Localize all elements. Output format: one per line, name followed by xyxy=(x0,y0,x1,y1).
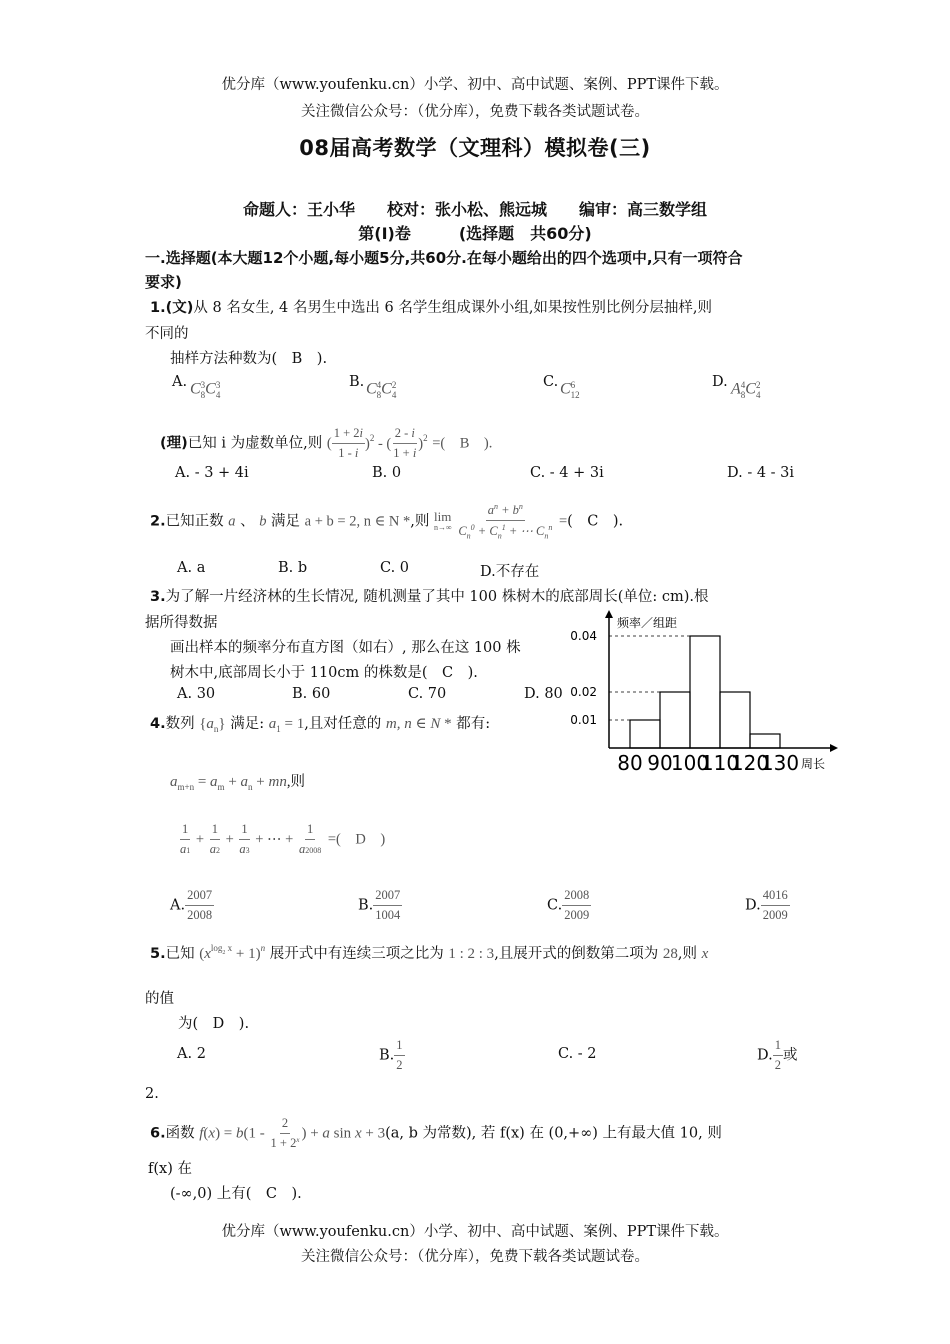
q4-option-a: A. $\frac{2007}{2008}$ xyxy=(170,888,213,922)
question-answer: =( B ). xyxy=(432,435,493,452)
credits: 命题人：王小华 校对：张小松、熊远城 编审：高三数学组 xyxy=(242,200,707,219)
q1-option-c: C. xyxy=(543,374,559,390)
q1li-option-b: B. 0 xyxy=(372,465,402,481)
question-1-line2: 不同的 xyxy=(145,326,189,342)
question-1-line3: 抽样方法种数为( B ). xyxy=(170,351,328,367)
question-number: 4. xyxy=(150,716,166,732)
q3-option-d: D. 80 xyxy=(524,686,563,702)
question-3-line3: 画出样本的频率分布直方图（如右）, 那么在这 100 株 xyxy=(170,640,521,656)
q5-option-a: A. 2 xyxy=(177,1046,206,1062)
q5-option-d: D. $\frac{1}{2}$ 或 xyxy=(757,1038,798,1072)
y-tick-label: 0.01 xyxy=(570,713,597,727)
x-tick-label: 100 xyxy=(670,751,710,775)
q2-option-d: D.不存在 xyxy=(480,564,540,580)
question-number: 3. xyxy=(150,589,166,605)
histogram-bar-80-90 xyxy=(630,720,660,748)
question-number: 5. xyxy=(150,946,166,962)
question-answer: ( C ). xyxy=(567,513,624,530)
exam-title: 08届高考数学（文理科）模拟卷(三) xyxy=(299,136,651,160)
question-4-sum: $\frac{1}{a1}$ + $\frac{1}{a2}$ + $\frac{1}{a3}$ + ⋯ + $\frac{1}{a2008}$ =( D ) xyxy=(180,822,386,856)
section-heading-cont: 要求) xyxy=(145,273,182,291)
question-4-line1: 4.数列 $\{a_n\}$ 满足: $a_1 = 1$,且对任意的 m, n ∈ N * 都有: xyxy=(150,716,491,734)
y-tick-label: 0.04 xyxy=(570,629,597,643)
q2-option-a: A. a xyxy=(177,560,206,576)
q2-option-c: C. 0 xyxy=(380,560,410,576)
x-tick-label: 90 xyxy=(647,751,673,775)
question-number: 1. xyxy=(150,300,166,316)
q4-option-d: D. $\frac{4016}{2009}$ xyxy=(745,888,788,922)
question-1-line1 xyxy=(150,296,712,317)
x-tick-label: 110 xyxy=(700,751,740,775)
q1-option-b-expr: C 4 8 C 2 4 xyxy=(366,380,397,400)
histogram-bar-100-110 xyxy=(690,636,720,748)
q1-option-a: A. xyxy=(172,374,188,390)
question-tag: (文) xyxy=(165,300,194,316)
question-2: 2.已知正数 a 、 b 满足 a + b = 2, n ∈ N *,则 lim n→∞ $\frac{a^n + b^n}{C_n^0 + C_n^1 + \cdots C_n^n}$ =( C ). xyxy=(150,502,624,541)
question-6-line2: f(x) 在 xyxy=(148,1161,192,1177)
q1li-option-a: A. - 3 + 4i xyxy=(175,465,249,481)
page-header-line1: 优分库（www.youfenku.cn）小学、初中、高中试题、案例、PPT课件下载。 xyxy=(221,77,729,93)
q3-option-a: A. 30 xyxy=(177,686,216,702)
q1-option-d: D. xyxy=(712,374,728,390)
histogram-bar-120-130 xyxy=(750,734,780,748)
question-3-line1: 3.为了解一片经济林的生长情况, 随机测量了其中 100 株树木的底部周长(单位: cm).根 xyxy=(150,589,709,605)
q1li-option-c: C. - 4 + 3i xyxy=(530,465,604,481)
q1-option-a-expr: C 3 8 C 3 4 xyxy=(190,380,221,400)
question-5-tail: 2. xyxy=(145,1086,159,1102)
y-axis-label: 频率／组距 xyxy=(617,616,678,630)
histogram-bar-110-120 xyxy=(720,692,750,748)
histogram-bar-90-100 xyxy=(660,692,690,748)
question-3-line2: 据所得数据 xyxy=(145,615,218,631)
part-heading: 第(Ⅰ)卷 (选择题 共60分) xyxy=(358,224,592,243)
question-tag: (理) xyxy=(160,435,188,452)
q3-option-b: B. 60 xyxy=(292,686,331,702)
section-heading: 一.选择题(本大题12个小题,每小题5分,共60分.在每小题给出的四个选项中,只有一项符合 xyxy=(145,249,743,267)
x-tick-label: 130 xyxy=(760,751,800,775)
y-axis-arrow xyxy=(605,610,613,618)
question-number: 6. xyxy=(150,1125,166,1142)
x-tick-label: 80 xyxy=(617,751,643,775)
x-axis-arrow xyxy=(830,744,838,752)
q1-option-d-expr: A 4 8 C 2 4 xyxy=(731,380,761,400)
question-6-line1: 6.函数 f(x) = b(1 - $\frac{2}{1 + 2^x}$ ) + a sin x + 3(a, b 为常数), 若 f(x) 在 (0,+∞) 上有最大值 10, 则 xyxy=(150,1116,722,1151)
q1-option-b: B. xyxy=(349,374,365,390)
page-footer-line1: 优分库（www.youfenku.cn）小学、初中、高中试题、案例、PPT课件下载。 xyxy=(221,1224,729,1240)
frequency-histogram xyxy=(565,610,840,780)
q2-option-b: B. b xyxy=(278,560,308,576)
question-5-line3: 为( D ). xyxy=(178,1016,250,1032)
question-5-line2: 的值 xyxy=(145,991,174,1007)
question-3-line4: 树木中,底部周长小于 110cm 的株数是( C ). xyxy=(170,665,478,681)
question-4-relation: $a_{m+n} = a_m + a_n$ + mn,则 xyxy=(170,774,305,792)
question-6-line3: (-∞,0) 上有( C ). xyxy=(170,1186,302,1202)
q1li-option-d: D. - 4 - 3i xyxy=(727,465,795,481)
page-header-line2: 关注微信公众号：（优分库），免费下载各类试题试卷。 xyxy=(301,104,649,120)
x-tick-label: 120 xyxy=(730,751,770,775)
question-text: 已知 i 为虚数单位,则 xyxy=(187,435,323,452)
question-answer: =( D ) xyxy=(327,831,386,848)
question-number: 2. xyxy=(150,513,166,530)
q3-option-c: C. 70 xyxy=(408,686,447,702)
question-1-li: (理)已知 i 为虚数单位,则 ( $\frac{1 + 2i}{1 - i}$ )$^2$ - ( $\frac{2 - i}{1 + i}$ )$^2$ =( B ). xyxy=(160,426,493,460)
y-tick-label: 0.02 xyxy=(570,685,597,699)
x-axis-label: 周长 xyxy=(801,757,826,771)
question-text: 从 8 名女生, 4 名男生中选出 6 名学生组成课外小组,如果按性别比例分层抽样,则 xyxy=(193,300,713,316)
q5-option-b: B. $\frac{1}{2}$ xyxy=(379,1038,403,1072)
q4-option-c: C. $\frac{2008}{2009}$ xyxy=(547,888,590,922)
q5-option-c: C. - 2 xyxy=(558,1046,597,1062)
q1-option-c-expr: C 6 12 xyxy=(560,380,580,400)
question-5-line1: 5.已知 $(x^{log_2 x} + 1)^n$ 展开式中有连续三项之比为 1 : 2 : 3,且展开式的倒数第二项为 28,则 x xyxy=(150,943,709,962)
q4-option-b: B. $\frac{2007}{1004}$ xyxy=(358,888,401,922)
page-footer-line2: 关注微信公众号：（优分库），免费下载各类试题试卷。 xyxy=(301,1249,649,1265)
